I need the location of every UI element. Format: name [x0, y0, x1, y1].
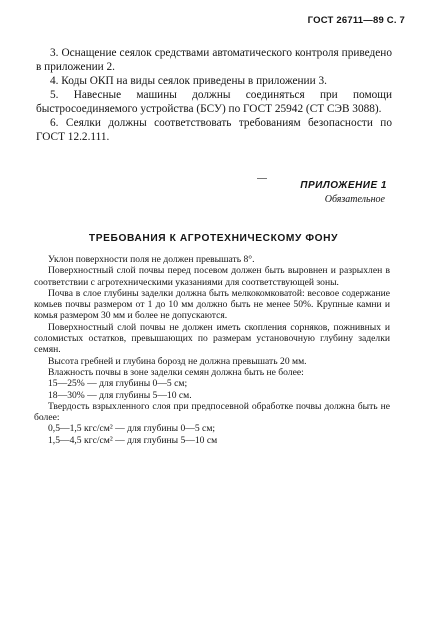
clause-3: 3. Оснащение сеялок средствами автоматического контроля приведено в приложении 2.	[36, 47, 392, 73]
page-header: ГОСТ 26711—89 С. 7	[307, 15, 405, 26]
clause-6: 6. Сеялки должны соответствовать требованиям безопасности по ГОСТ 12.2.111.	[36, 117, 392, 143]
appendix-title: ПРИЛОЖЕНИЕ 1	[300, 180, 387, 191]
section-heading: ТРЕБОВАНИЯ К АГРОТЕХНИЧЕСКОМУ ФОНУ	[88, 233, 339, 244]
requirement-soil-clods: Почва в слое глубины заделки должна быть мелкокомковатой: весовое содержание комьев почвы размером от 1 до 10 мм должно быть не менее 50%. Крупные камни и комья размером 30 мм и более не допускаются.	[34, 287, 390, 322]
requirement-moisture: Влажность почвы в зоне заделки семян должна быть не более:	[48, 366, 304, 378]
moisture-item: 18—30% — для глубины 5—10 см.	[48, 389, 192, 401]
clause-5: 5. Навесные машины должны соединяться при помощи быстросоединяемого устройства (БСУ) по ГОСТ 25942 (СТ СЭВ 3088).	[36, 89, 392, 115]
requirements-section	[34, 254, 390, 446]
requirement-weeds: Поверхностный слой почвы не должен иметь скопления сорняков, пожнивных и соломистых остатков, превышающих по размерам установочную глубину заделки семян.	[34, 321, 390, 356]
hardness-item: 1,5—4,5 кгс/см² — для глубины 5—10 см	[48, 434, 218, 446]
moisture-item: 15—25% — для глубины 0—5 см;	[48, 378, 188, 390]
requirement-ridges: Высота гребней и глубина борозд не должна превышать 20 мм.	[48, 355, 307, 367]
requirement-hardness: Твердость взрыхленного слоя при предпосевной обработке почвы должна быть не более:	[34, 400, 390, 424]
hardness-item: 0,5—1,5 кгс/см² — для глубины 0—5 см;	[48, 423, 216, 435]
divider-mark	[257, 178, 267, 179]
requirement-surface: Поверхностный слой почвы перед посевом должен быть выровнен и разрыхлен в соответствии с агротехническими указаниями для соответствующей зоны.	[34, 265, 390, 288]
requirement-slope: Уклон поверхности поля не должен превышать 8°.	[48, 254, 255, 265]
clauses-section	[36, 46, 392, 144]
appendix-subtitle: Обязательное	[324, 194, 385, 205]
clause-4: 4. Коды ОКП на виды сеялок приведены в приложении 3.	[50, 75, 327, 87]
